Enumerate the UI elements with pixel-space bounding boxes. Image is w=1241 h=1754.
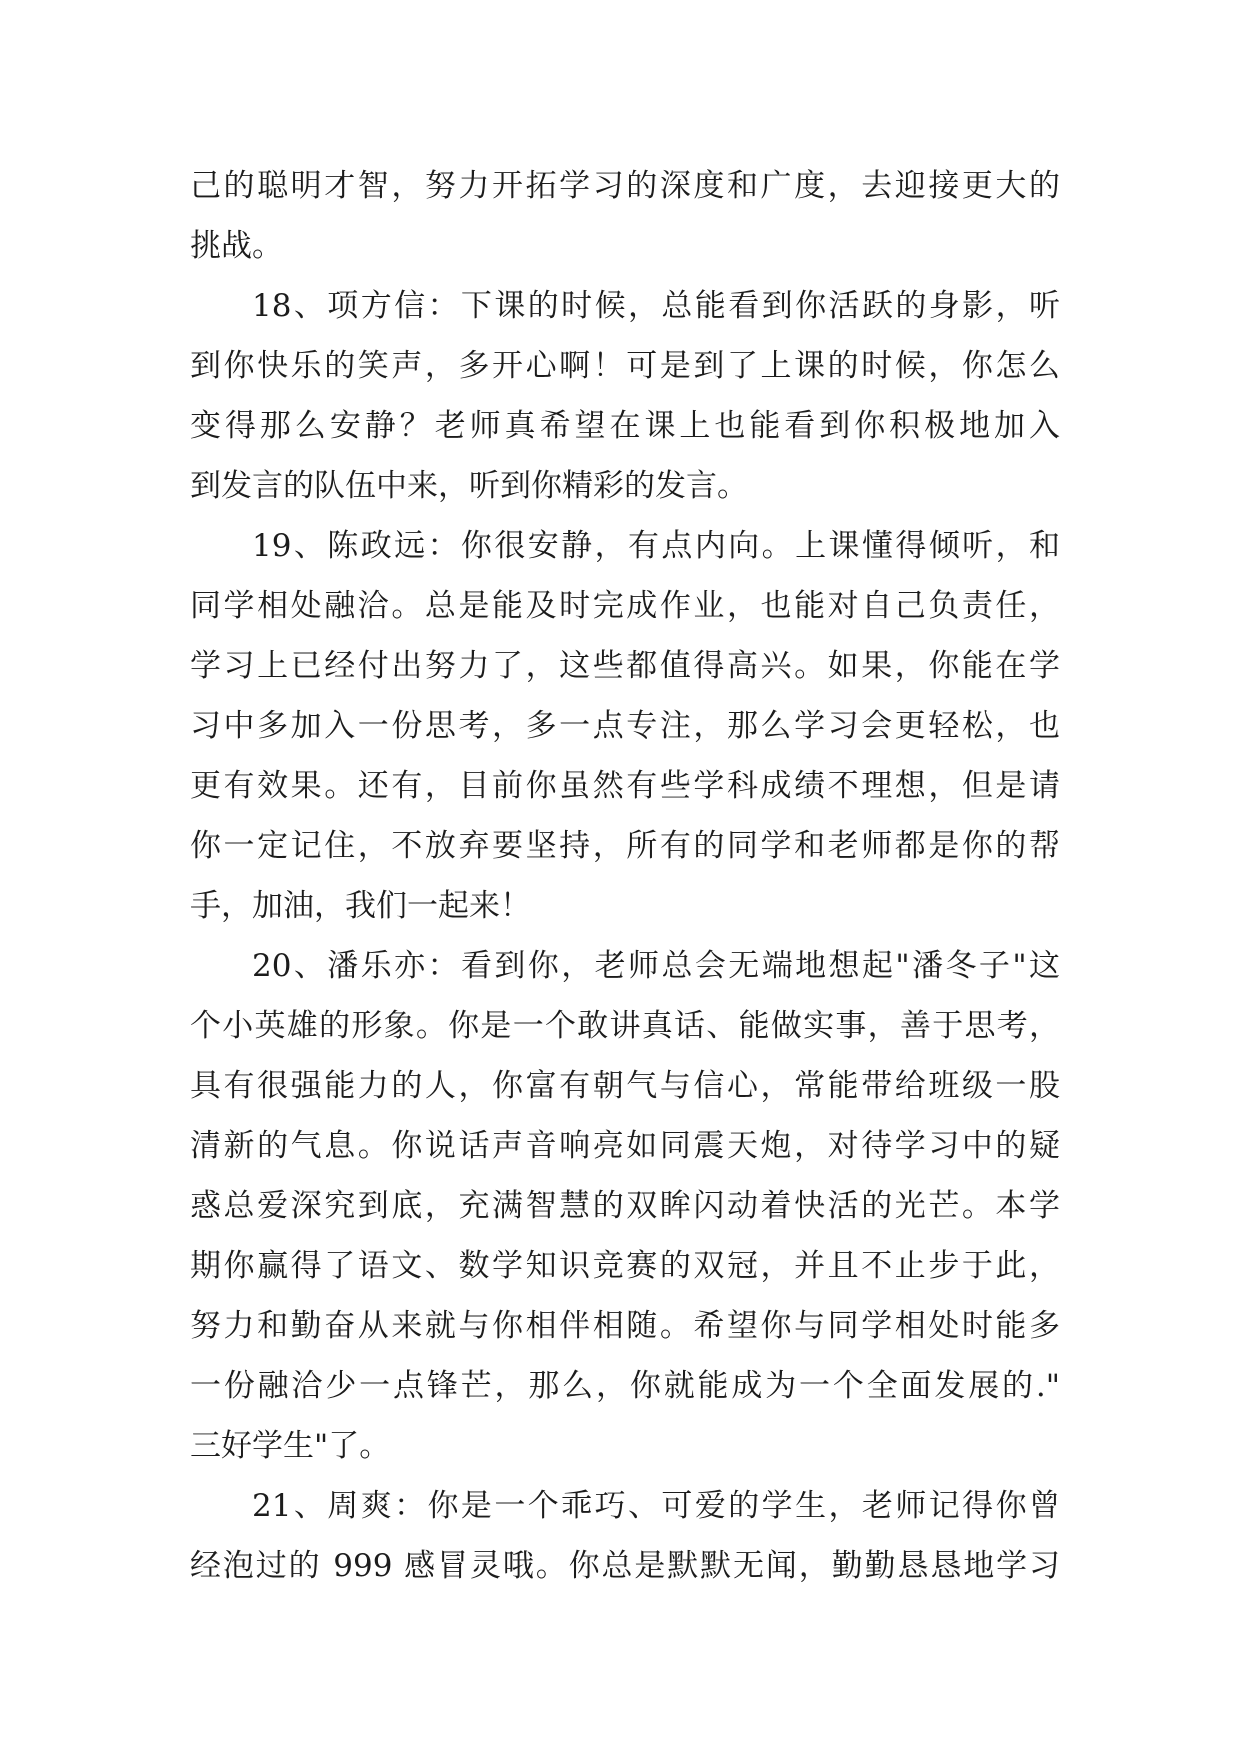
text-line: 挑战。 [190, 228, 283, 264]
text-line: 三好学生"了。 [190, 1428, 391, 1464]
text-line: 你一定记住，不放弃要坚持，所有的同学和老师都是你的帮 [190, 828, 1060, 864]
text-line: 清新的气息。你说话声音响亮如同震天炮，对待学习中的疑 [190, 1128, 1060, 1164]
text-line: 手，加油，我们一起来！ [190, 888, 531, 924]
text-line: 个小英雄的形象。你是一个敢讲真话、能做实事，善于思考， [190, 1008, 1060, 1044]
paragraph-start-line: 19、陈政远：你很安静，有点内向。上课懂得倾听，和 [252, 528, 1060, 564]
paragraph-start-line: 20、潘乐亦：看到你，老师总会无端地想起"潘冬子"这 [252, 948, 1060, 984]
text-line: 具有很强能力的人，你富有朝气与信心，常能带给班级一股 [190, 1068, 1060, 1104]
text-line: 期你赢得了语文、数学知识竞赛的双冠，并且不止步于此， [190, 1248, 1060, 1284]
document-body [190, 156, 1060, 1596]
text-line: 惑总爱深究到底，充满智慧的双眸闪动着快活的光芒。本学 [190, 1188, 1060, 1224]
text-line: 经泡过的 999 感冒灵哦。你总是默默无闻，勤勤恳恳地学习 [190, 1548, 1060, 1584]
text-line: 学习上已经付出努力了，这些都值得高兴。如果，你能在学 [190, 648, 1060, 684]
text-line: 一份融洽少一点锋芒，那么，你就能成为一个全面发展的." [190, 1368, 1060, 1404]
text-line: 更有效果。还有，目前你虽然有些学科成绩不理想，但是请 [190, 768, 1060, 804]
text-line: 到发言的队伍中来，听到你精彩的发言。 [190, 468, 748, 504]
text-line: 到你快乐的笑声，多开心啊！可是到了上课的时候，你怎么 [190, 348, 1060, 384]
paragraph-start-line: 18、项方信：下课的时候，总能看到你活跃的身影，听 [252, 288, 1060, 324]
text-line: 习中多加入一份思考，多一点专注，那么学习会更轻松，也 [190, 708, 1060, 744]
text-line: 努力和勤奋从来就与你相伴相随。希望你与同学相处时能多 [190, 1308, 1060, 1344]
paragraph-start-line: 21、周爽：你是一个乖巧、可爱的学生，老师记得你曾 [252, 1488, 1060, 1524]
text-line: 同学相处融洽。总是能及时完成作业，也能对自己负责任， [190, 588, 1060, 624]
text-line: 己的聪明才智，努力开拓学习的深度和广度，去迎接更大的 [190, 168, 1060, 204]
text-line: 变得那么安静？老师真希望在课上也能看到你积极地加入 [190, 408, 1060, 444]
